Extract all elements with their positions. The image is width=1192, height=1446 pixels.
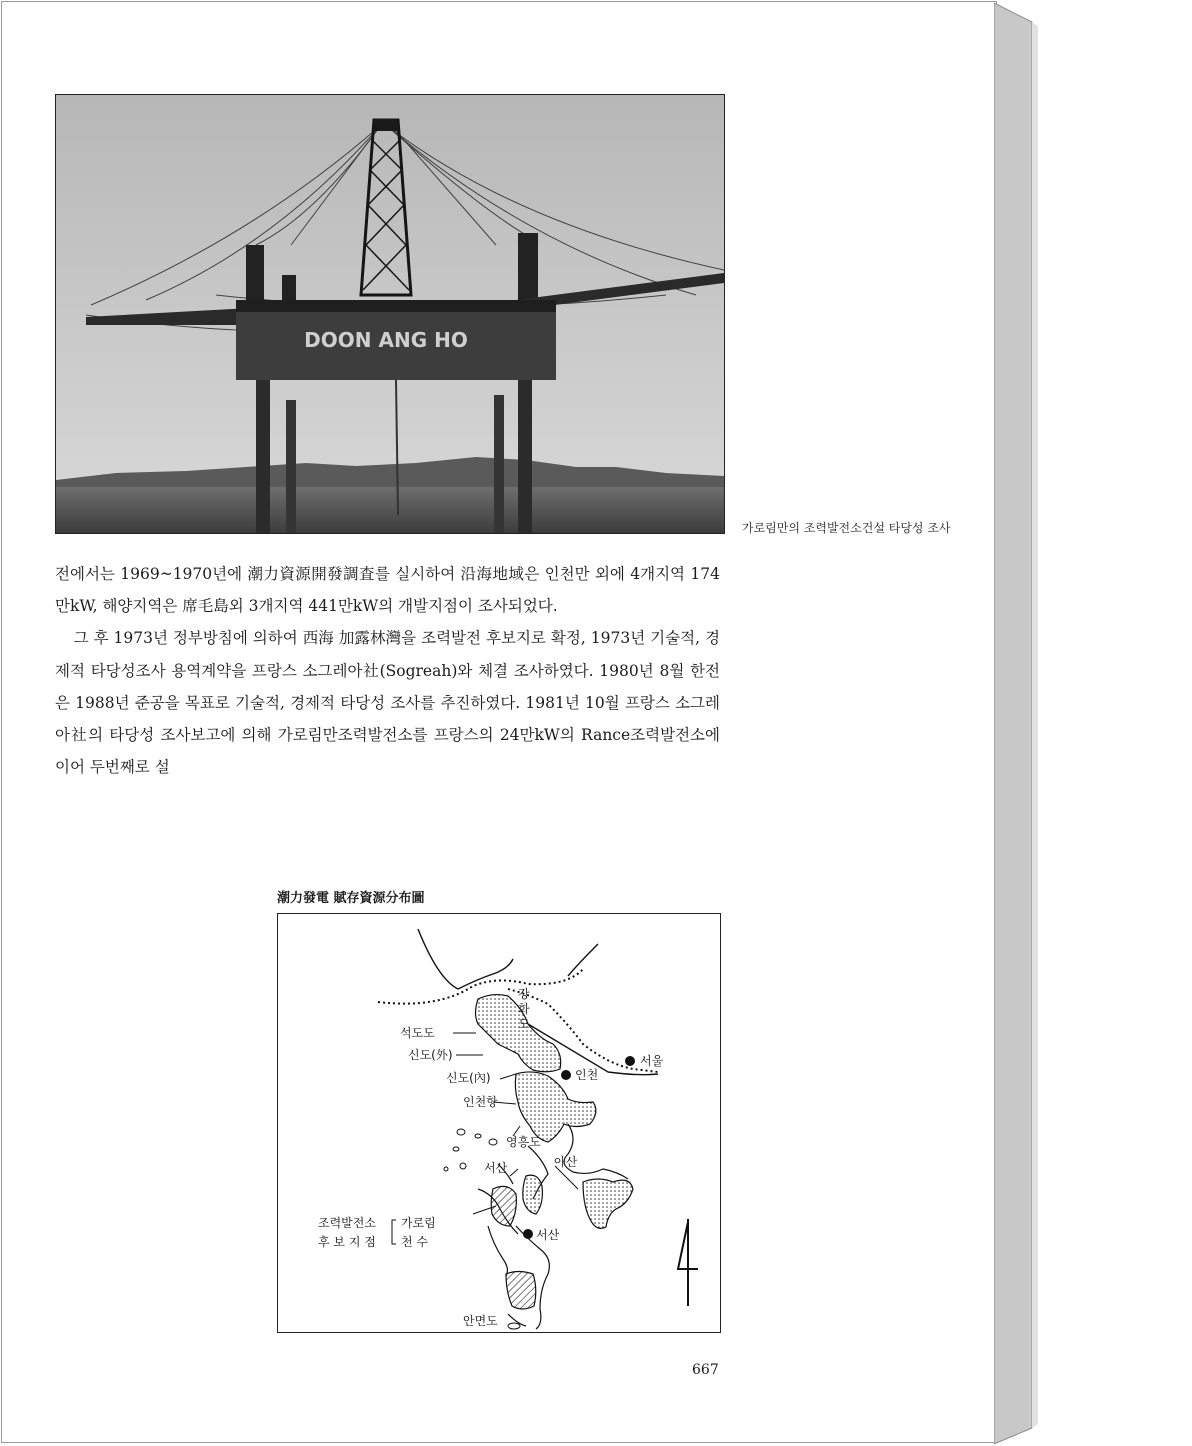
label-anmyeon: 안면도 <box>463 1314 498 1328</box>
label-candidate-1: 조력발전소 <box>318 1216 376 1230</box>
label-asan: 아산 <box>554 1155 578 1169</box>
drilling-platform-photo <box>55 94 725 534</box>
map-title: 潮力發電 賦存資源分布圖 <box>277 891 425 906</box>
label-ganghwa-1: 강 <box>518 987 530 1001</box>
north-arrow-icon <box>678 1219 698 1306</box>
photo-caption: 가로림만의 조력발전소건설 타당성 조사 <box>742 521 951 535</box>
label-garorim: 가로림 <box>401 1216 436 1230</box>
label-yeongheung: 영흥도 <box>506 1135 541 1149</box>
page-number: 667 <box>692 1362 719 1378</box>
label-incheon: 인천 <box>575 1068 599 1082</box>
tidal-resource-map <box>277 913 721 1333</box>
label-ganghwa-2: 화 <box>518 1002 530 1016</box>
label-seoul: 서울 <box>640 1054 664 1068</box>
paragraph-2: 그 후 1973년 정부방침에 의하여 西海 加露林灣을 조력발전 후보지로 확정, 1973년 기술적, 경제적 타당성조사 용역계약을 프랑스 소그레아社(Sogreah)와 체결 조사하였다. 1980년 8월 한전은 1988년 준공을 목표로 기술적, 경제적 타당성 조사를 추진하였다. 1981년 10월 프랑스 소그레아社의 타당성 조사보고에 의해 가로림만조력발전소를 프랑스의 24만kW의 Rance조력발전소에 이어 두번째로 설 <box>55 629 720 777</box>
label-incheon-port: 인천항 <box>463 1095 498 1109</box>
label-ganghwa-3: 도 <box>518 1017 530 1031</box>
label-seokdo: 석도도 <box>400 1026 435 1040</box>
label-candidate-2: 후 보 지 점 <box>318 1235 376 1249</box>
label-sindo-in: 신도(內) <box>446 1071 491 1085</box>
paragraph-1: 전에서는 1969~1970년에 潮力資源開發調査를 실시하여 沿海地域은 인천만 외에 4개지역 174만kW, 해양지역은 席毛島외 3개지역 441만kW의 개발지점이 조사되었다. <box>55 565 720 616</box>
label-seosan-city: 서산 <box>536 1228 560 1242</box>
body-text <box>55 558 720 783</box>
label-sindo-out: 신도(外) <box>408 1048 453 1062</box>
label-cheonsu: 천 수 <box>401 1235 428 1249</box>
label-seosan-bay: 서산 <box>484 1161 508 1175</box>
page-edge-shadow <box>994 0 1040 1446</box>
platform-name-text: DOON ANG HO <box>304 328 468 352</box>
